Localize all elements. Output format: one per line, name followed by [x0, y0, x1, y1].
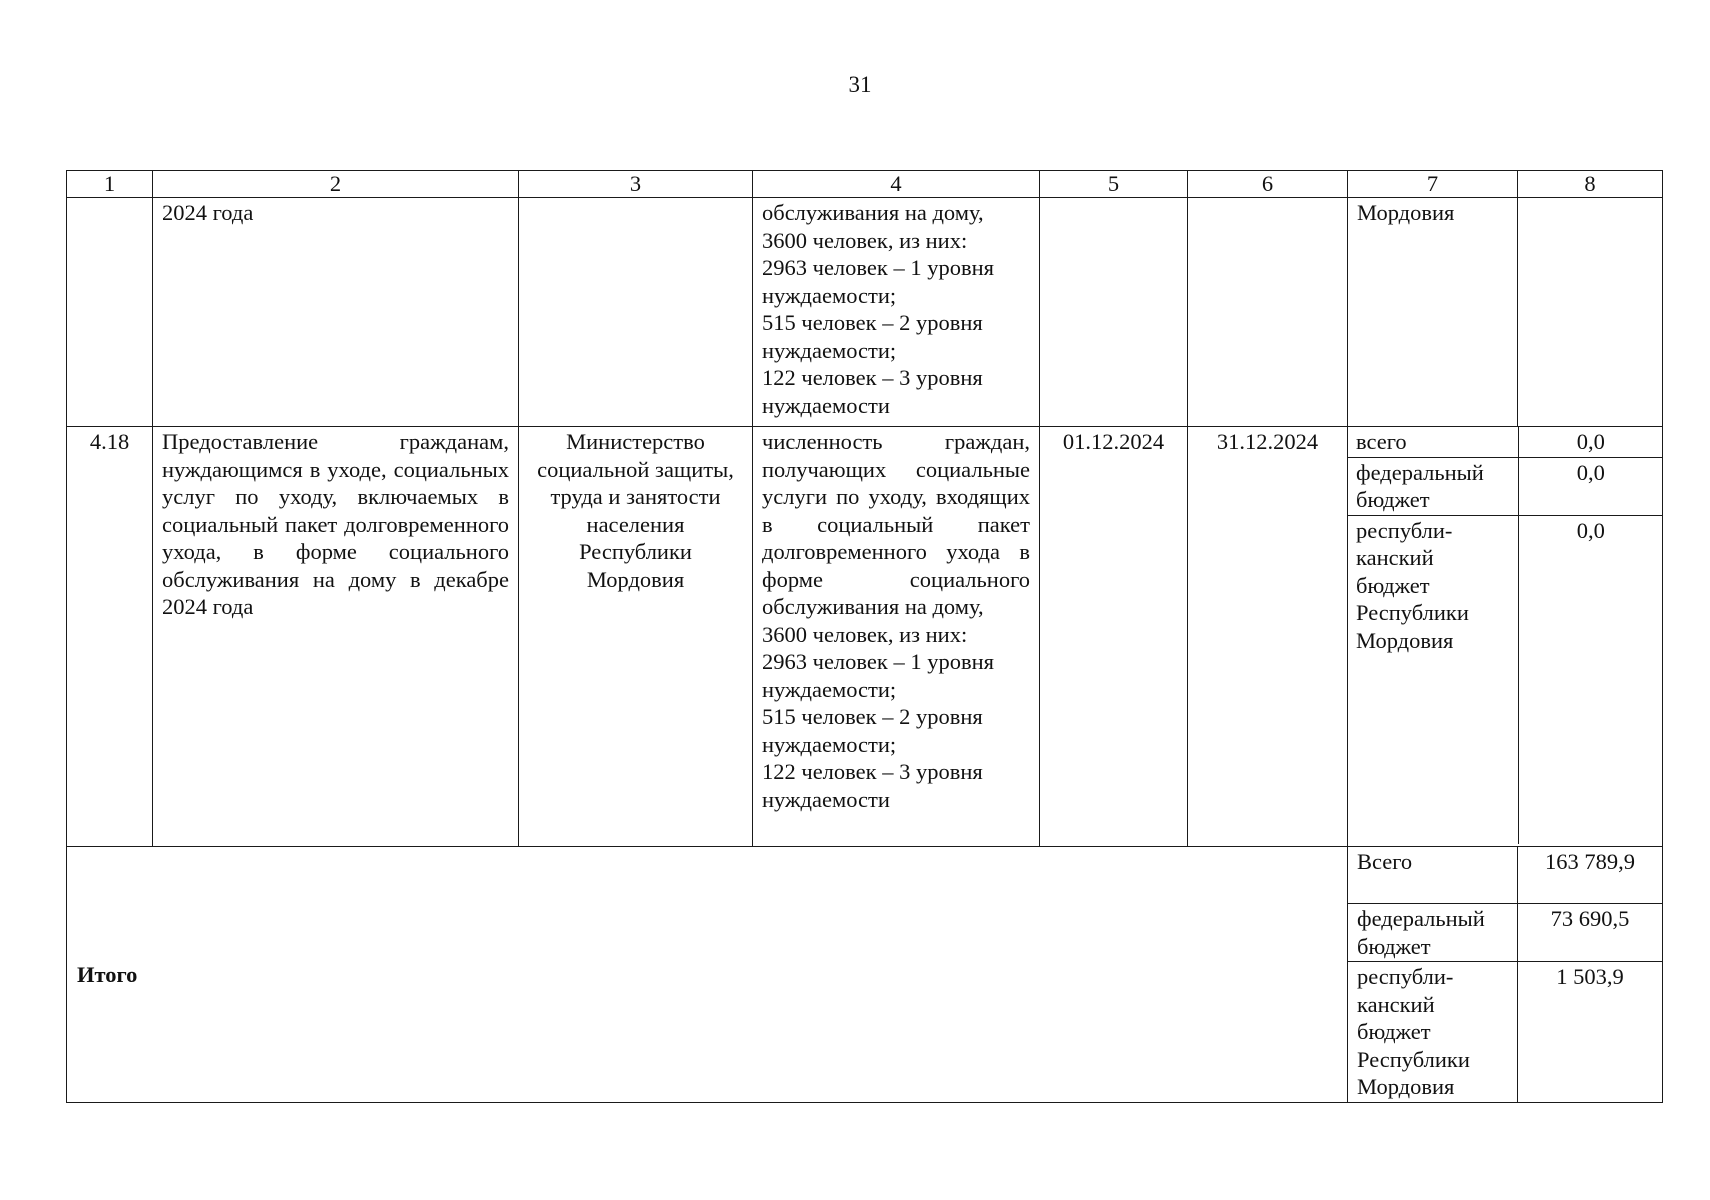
text-line: нуждаемости;	[762, 676, 897, 702]
header-cell: 5	[1040, 171, 1188, 198]
row-description: Предоставление гражданам, нуждающимся в уходе, социальных услуг по уходу, включаемых в социальный пакет долговременного ухода, в форме социального обслуживания на дому в декабре 2024 года	[153, 427, 519, 847]
text-line: 515 человек – 2 уровня	[762, 704, 983, 729]
header-cell: 6	[1188, 171, 1348, 198]
text-line: нуждаемости;	[762, 731, 897, 757]
funding-cell	[1348, 427, 1663, 847]
indicator-text: численность граждан, получающих социальные услуги по уходу, входящих в социальный пакет долговременного ухода в форме социального обслуживания на дому,	[762, 429, 1030, 619]
page-number: 31	[848, 72, 872, 97]
total-source: Всего	[1348, 847, 1518, 904]
header-cell: 4	[753, 171, 1040, 198]
funding-row	[1348, 515, 1663, 844]
header-cell: 8	[1518, 171, 1663, 198]
text-line: нуждаемости	[762, 786, 890, 812]
funding-value: 0,0	[1518, 457, 1663, 515]
cont-start-cell	[1040, 198, 1188, 427]
text-line: 3600 человек, из них:	[762, 621, 968, 647]
header-cell: 7	[1348, 171, 1518, 198]
text-line: обслуживания на дому,	[762, 200, 984, 225]
row-executor: Министерство социальной защиты, труда и занятости населения Республики Мордовия	[519, 427, 753, 847]
end-date: 31.12.2024	[1188, 427, 1348, 847]
cont-value-cell	[1518, 198, 1663, 427]
text-line: нуждаемости;	[762, 337, 897, 363]
funding-row	[1348, 427, 1663, 457]
total-source: республи-канский бюджет Республики Мордовия	[1348, 962, 1518, 1103]
cont-source: Мордовия	[1348, 198, 1518, 427]
text-line: 515 человек – 2 уровня	[762, 310, 983, 335]
text-line: 122 человек – 3 уровня	[762, 365, 983, 390]
funding-source: республи-канский бюджет Республики Мордовия	[1348, 515, 1518, 844]
text-line: нуждаемости;	[762, 282, 897, 308]
total-source: федеральный бюджет	[1348, 904, 1518, 962]
header-cell: 3	[519, 171, 753, 198]
header-cell: 2	[153, 171, 519, 198]
total-row	[67, 847, 1663, 904]
total-label: Итого	[67, 847, 1348, 1103]
funding-source: всего	[1356, 429, 1407, 454]
funding-table	[1348, 427, 1663, 844]
cont-number-cell	[67, 198, 153, 427]
funding-source: федеральный бюджет	[1348, 457, 1518, 515]
cont-indicator	[753, 198, 1040, 427]
program-table	[66, 170, 1663, 1103]
total-value: 1 503,9	[1518, 962, 1663, 1103]
text-line: 3600 человек, из них:	[762, 227, 968, 253]
text-line: нуждаемости	[762, 392, 890, 418]
text-line: 122 человек – 3 уровня	[762, 759, 983, 784]
text-line: 2963 человек – 1 уровня	[762, 255, 994, 280]
funding-value: 0,0	[1518, 515, 1663, 844]
total-value: 73 690,5	[1518, 904, 1663, 962]
header-row	[67, 171, 1663, 198]
table-row-4-18	[67, 427, 1663, 847]
funding-row	[1348, 457, 1663, 515]
continued-row	[67, 198, 1663, 427]
funding-value: 0,0	[1518, 427, 1663, 457]
total-value: 163 789,9	[1518, 847, 1663, 904]
cont-end-cell	[1188, 198, 1348, 427]
start-date: 01.12.2024	[1040, 427, 1188, 847]
header-cell: 1	[67, 171, 153, 198]
row-number: 4.18	[67, 427, 153, 847]
row-indicator	[753, 427, 1040, 847]
text-line: 2963 человек – 1 уровня	[762, 649, 994, 674]
cont-description: 2024 года	[153, 198, 519, 427]
cont-executor-cell	[519, 198, 753, 427]
